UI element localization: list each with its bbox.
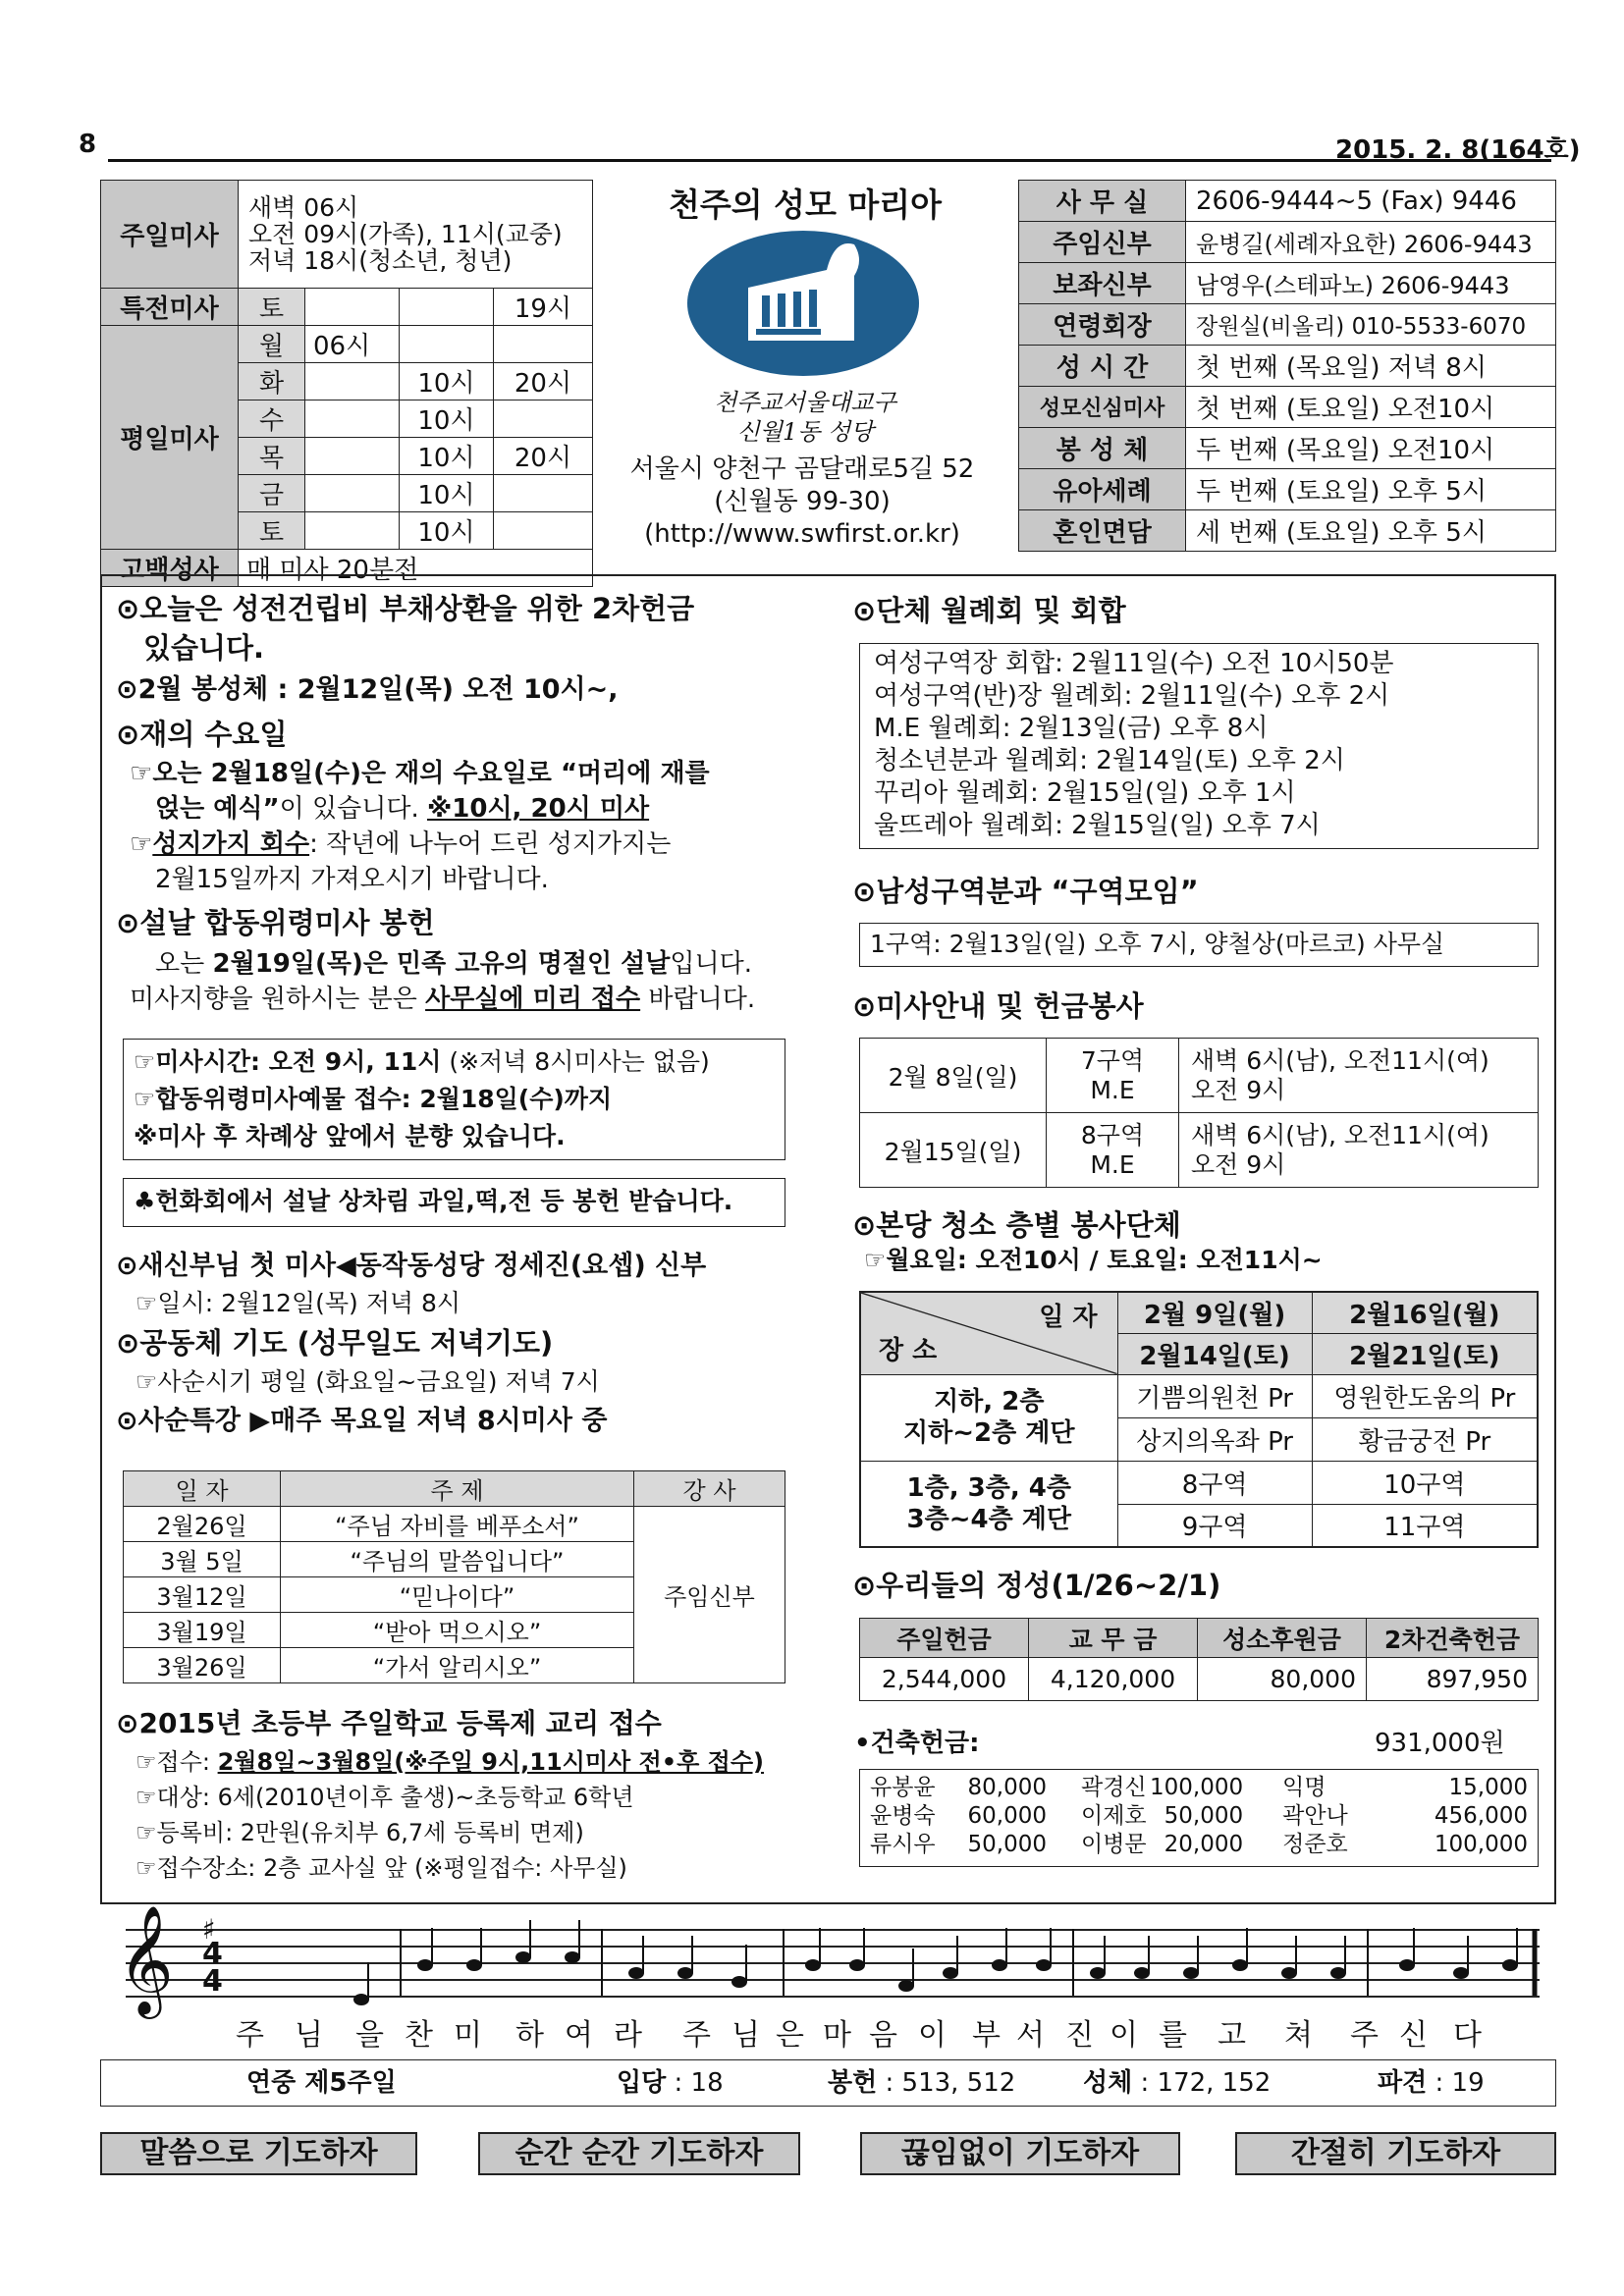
flower-notice: ♣헌화회에서 설날 상차림 과일,떡,전 등 봉헌 받습니다. [123, 1178, 785, 1227]
weekday-time: 10시 [400, 400, 494, 438]
guide-time: 새벽 6시(남), 오전11시(여) [1191, 1045, 1489, 1075]
pray-always-button: 끊임없이 기도하자 [860, 2132, 1180, 2175]
contact-label: 유아세례 [1019, 469, 1186, 510]
note-head [992, 1959, 1007, 1971]
guide-time: 오전 9시 [1191, 1075, 1286, 1104]
lny-box-line: (※저녁 8시미사는 없음) [441, 1047, 710, 1076]
lny-text: 바랍니다. [640, 985, 756, 1014]
anticipated-day: 토 [239, 289, 305, 326]
lyric-syllable: 여 [565, 2018, 595, 2053]
mass-guide-title: ⊙미사안내 및 헌금봉사 [852, 989, 1144, 1023]
lyric-syllable: 찬 [405, 2018, 435, 2053]
offering-value: 897,950 [1367, 1658, 1539, 1701]
weekday-time: 10시 [400, 363, 494, 400]
ash-text: 오는 2월18일(수)은 재의 수요일로 “머리에 재를 [152, 759, 710, 788]
note-head [1453, 1967, 1469, 1979]
school-line: 2월8일~3월8일(※주일 9시,11시미사 전•후 접수) [217, 1748, 764, 1776]
offering-head: 교 무 금 [1029, 1619, 1198, 1658]
parish-signature: 신월1동 성당 [736, 418, 874, 446]
treble-clef-icon: 𝄞 [118, 1904, 174, 2014]
weekday-time [494, 326, 593, 363]
anticipated-time: 19시 [494, 289, 593, 326]
sharp-icon: ♯ [202, 1913, 216, 1946]
weekday-time: 10시 [400, 475, 494, 512]
lny-info-box [123, 1039, 785, 1160]
lyric-syllable: 주 [1350, 2018, 1380, 2053]
page-number: 8 [79, 130, 97, 159]
lent-head: 강 사 [634, 1471, 785, 1507]
parish-logo [687, 231, 919, 376]
cleaning-date: 2월 9일(월) [1117, 1292, 1312, 1333]
anticipated-mass-label: 특전미사 [101, 289, 239, 326]
group-meeting: 여성구역(반)장 월례회: 2월11일(수) 오후 2시 [874, 681, 1390, 711]
contact-value: 첫 번째 (목요일) 저녁 8시 [1186, 346, 1556, 387]
guide-group: 8구역 [1080, 1120, 1145, 1149]
weekday-time [305, 400, 400, 438]
ash-mass-times: ※10시, 20시 미사 [426, 794, 650, 824]
entrance-hymn: : 18 [674, 2068, 724, 2098]
contacts-table [1018, 180, 1556, 552]
lyric-syllable: 주 [682, 2018, 713, 2053]
offering-value: 4,120,000 [1029, 1658, 1198, 1701]
note-head [1330, 1967, 1346, 1979]
community-prayer-sub: ☞사순시기 평일 (화요일~금요일) 저녁 7시 [135, 1367, 600, 1396]
donor-box [859, 1769, 1539, 1867]
cleaning-date: 2월21일(토) [1312, 1333, 1538, 1374]
lent-topic: “믿나이다” [281, 1577, 634, 1613]
note-head [1090, 1967, 1106, 1979]
cleaning-title: ⊙본당 청소 층별 봉사단체 [852, 1208, 1181, 1242]
cleaning-location: 지하~2층 계단 [902, 1418, 1075, 1448]
contact-label: 성모신심미사 [1019, 387, 1186, 428]
lent-head: 주 제 [281, 1471, 634, 1507]
offering-value: 2,544,000 [860, 1658, 1029, 1701]
offering-head: 주일헌금 [860, 1619, 1029, 1658]
corner-date-label: 일 자 [1039, 1303, 1098, 1332]
contact-label: 연령회장 [1019, 304, 1186, 346]
palm-return-label: 성지가지 회수 [152, 829, 310, 859]
dismissal-hymn: : 19 [1435, 2068, 1485, 2098]
lyric-syllable: 미 [454, 2018, 484, 2053]
donor-amount: 50,000 [1164, 1803, 1244, 1829]
cleaning-group: 영원한도움의 Pr [1312, 1374, 1538, 1417]
lyric-syllable: 쳐 [1284, 2018, 1315, 2053]
notice-communion: ⊙2월 봉성체 : 2월12일(목) 오전 10시~, [116, 674, 619, 705]
lent-lecture-title: ⊙사순특강 ▶매주 목요일 저녁 8시미사 중 [116, 1406, 608, 1436]
note-head [466, 1959, 482, 1971]
palm-return-text: 2월15일까지 가져오시기 바랍니다. [155, 865, 549, 894]
contact-value: 남영우(스테파노) 2606-9443 [1186, 263, 1556, 304]
palm-return-text: : 작년에 나누어 드린 성지가지는 [309, 829, 672, 859]
confession-label: 고백성사 [101, 550, 239, 587]
lent-lecture-table [123, 1470, 785, 1683]
note-head [677, 1967, 693, 1979]
contact-label: 보좌신부 [1019, 263, 1186, 304]
cleaning-sub: ☞월요일: 오전10시 / 토요일: 오전11시~ [864, 1246, 1323, 1274]
lent-speaker: 주임신부 [634, 1507, 785, 1683]
lent-topic: “주님 자비를 베푸소서” [281, 1507, 634, 1542]
group-meeting: M.E 월례회: 2월13일(금) 오후 8시 [874, 714, 1269, 743]
donor-name: 정준호 [1282, 1832, 1348, 1857]
note-head [417, 1959, 433, 1971]
lyric-syllable: 음 [869, 2018, 899, 2053]
note-head [849, 1959, 865, 1971]
new-priest-sub: ☞일시: 2월12일(목) 저녁 8시 [135, 1289, 461, 1317]
note-head [515, 1951, 531, 1963]
donor-amount: 60,000 [967, 1803, 1047, 1829]
weekday-time [305, 512, 400, 550]
group-meeting: 청소년분과 월례회: 2월14일(토) 오후 2시 [874, 746, 1345, 775]
donor-amount: 80,000 [967, 1775, 1047, 1800]
school-line: ☞대상: 6세(2010년이후 출생)~초등학교 6학년 [135, 1784, 634, 1811]
lent-topic: “받아 먹으시오” [281, 1613, 634, 1648]
lny-box-line: ※미사 후 차례상 앞에서 분향 있습니다. [134, 1122, 566, 1150]
new-priest-title: ⊙새신부님 첫 미사◀동작동성당 정세진(요셉) 신부 [116, 1251, 707, 1281]
lent-head: 일 자 [124, 1471, 281, 1507]
guide-time: 새벽 6시(남), 오전11시(여) [1191, 1120, 1489, 1149]
contact-value: 장원실(비올리) 010-5533-6070 [1186, 304, 1556, 346]
issue-date: 2015. 2. 8(164호) [1335, 135, 1581, 165]
lyric-syllable: 신 [1399, 2018, 1430, 2053]
weekday-day: 금 [239, 475, 305, 512]
lny-box-line: ☞합동위령미사예물 접수: 2월18일(수)까지 [134, 1085, 613, 1113]
pray-earnestly-button: 간절히 기도하자 [1235, 2132, 1556, 2175]
groups-title: ⊙단체 월례회 및 회합 [852, 594, 1126, 627]
hymn-lyrics [236, 2010, 1532, 2053]
donor-amount: 100,000 [1434, 1832, 1528, 1857]
guide-group: 7구역 [1080, 1045, 1145, 1075]
notice-2nd-collection: ⊙오늘은 성전건립비 부채상환을 위한 2차헌금 [116, 592, 695, 625]
note-head [805, 1959, 821, 1971]
note-head [1134, 1967, 1150, 1979]
lent-date: 2월26일 [124, 1507, 281, 1542]
cleaning-table [859, 1291, 1539, 1548]
weekday-mass-label: 평일미사 [101, 326, 239, 550]
lent-date: 3월19일 [124, 1613, 281, 1648]
guide-group: M.E [1090, 1149, 1135, 1179]
parish-dong: (신월동 99-30) [714, 487, 891, 516]
donor-name: 곽안나 [1282, 1803, 1348, 1829]
cleaning-group: 11구역 [1312, 1504, 1538, 1547]
cleaning-group: 기쁨의원천 Pr [1117, 1374, 1312, 1417]
lyric-syllable: 을 [355, 2018, 386, 2053]
lyric-syllable: 진 [1065, 2018, 1096, 2053]
lent-topic: “가서 알리시오” [281, 1648, 634, 1683]
guide-date: 2월 8일(일) [860, 1039, 1047, 1113]
entrance-label: 입당 [617, 2068, 667, 2098]
donor-amount: 456,000 [1434, 1803, 1528, 1829]
communion-label: 성체 [1083, 2068, 1133, 2098]
guide-time: 오전 9시 [1191, 1149, 1286, 1179]
lyric-syllable: 하 [515, 2018, 546, 2053]
contact-value: 윤병길(세례자요한) 2606-9443 [1186, 222, 1556, 263]
lyric-syllable: 은 [776, 2018, 806, 2053]
weekday-time: 20시 [494, 438, 593, 475]
contact-label: 성 시 간 [1019, 346, 1186, 387]
groups-box [859, 643, 1539, 849]
cleaning-location: 3층~4층 계단 [906, 1504, 1071, 1534]
communion-hymn: : 172, 152 [1140, 2068, 1272, 2098]
offertory-label: 봉헌 [828, 2068, 878, 2098]
ash-wednesday-title: ⊙재의 수요일 [116, 718, 288, 751]
donor-amount: 15,000 [1448, 1775, 1528, 1800]
note-head [565, 1951, 580, 1963]
mass-schedule-table [100, 180, 593, 587]
lyric-syllable: 이 [1110, 2018, 1140, 2053]
parish-title: 천주의 성모 마리아 [668, 186, 942, 224]
lyric-syllable: 부 [972, 2018, 1002, 2053]
building-fund-total: 931,000원 [1375, 1729, 1505, 1758]
weekday-day: 토 [239, 512, 305, 550]
contact-label: 봉 성 체 [1019, 428, 1186, 469]
community-prayer-title: ⊙공동체 기도 (성무일도 저녁기도) [116, 1326, 554, 1360]
ash-text: 이 있습니다. [279, 794, 427, 824]
weekday-day: 월 [239, 326, 305, 363]
weekday-time [494, 400, 593, 438]
guide-date: 2월15일(일) [860, 1113, 1047, 1188]
donor-amount: 100,000 [1150, 1775, 1244, 1800]
sunday-line: 새벽 06시 [248, 193, 359, 222]
cleaning-group: 황금궁전 Pr [1312, 1417, 1538, 1461]
donor-name: 유봉윤 [870, 1775, 936, 1800]
lyric-syllable: 라 [614, 2018, 644, 2053]
time-signature: 4 4 [202, 1937, 223, 1999]
weekday-time [305, 475, 400, 512]
men-group-value: 1구역: 2월13일(일) 오후 7시, 양철상(마르코) 사무실 [859, 923, 1539, 967]
weekday-day: 화 [239, 363, 305, 400]
school-title: ⊙2015년 초등부 주일학교 등록제 교리 접수 [116, 1707, 662, 1739]
sunday-name: 연중 제5주일 [246, 2068, 397, 2098]
pray-word-button: 말씀으로 기도하자 [100, 2132, 417, 2175]
parish-url[interactable]: (http://www.swfirst.or.kr) [644, 519, 960, 549]
offering-head: 성소후원금 [1198, 1619, 1367, 1658]
donor-name: 곽경신 [1081, 1775, 1147, 1800]
weekday-time [494, 512, 593, 550]
confession-value: 매 미사 20분전 [239, 550, 593, 587]
lyric-syllable: 서 [1016, 2018, 1047, 2053]
music-notes [234, 1909, 1540, 2017]
header-rule [108, 159, 1551, 162]
group-meeting: 꾸리아 월례회: 2월15일(일) 오후 1시 [874, 778, 1296, 808]
note-head [1502, 1959, 1518, 1971]
weekday-time: 10시 [400, 438, 494, 475]
lent-date: 3월12일 [124, 1577, 281, 1613]
note-head [353, 1994, 369, 2005]
men-group-title: ⊙남성구역분과 “구역모임” [852, 875, 1199, 908]
parish-signature: 천주교서울대교구 [714, 389, 896, 416]
note-head [1183, 1967, 1199, 1979]
weekday-time [305, 363, 400, 400]
weekday-day: 목 [239, 438, 305, 475]
cleaning-group: 상지의옥좌 Pr [1117, 1417, 1312, 1461]
weekday-time: 20시 [494, 363, 593, 400]
lny-text: 2월19일(목)은 민족 고유의 명절인 설날 [212, 949, 671, 979]
contact-label: 주임신부 [1019, 222, 1186, 263]
weekday-time [305, 438, 400, 475]
weekday-time: 06시 [305, 326, 400, 363]
lyric-syllable: 님 [731, 2018, 762, 2053]
ash-text: 얹는 예식” [155, 794, 280, 824]
note-head [1399, 1959, 1415, 1971]
offering-title: ⊙우리들의 정성(1/26~2/1) [852, 1569, 1221, 1602]
donor-name: 윤병숙 [870, 1803, 936, 1829]
school-line: ☞접수장소: 2층 교사실 앞 (※평일접수: 사무실) [135, 1854, 627, 1882]
lyric-syllable: 주 [236, 2018, 266, 2053]
offertory-hymn: : 513, 512 [885, 2068, 1016, 2098]
lyric-syllable: 를 [1159, 2018, 1189, 2053]
contact-value: 두 번째 (토요일) 오후 5시 [1186, 469, 1556, 510]
sunday-line: 오전 09시(가족), 11시(교중) [248, 220, 563, 248]
donor-amount: 50,000 [967, 1832, 1047, 1857]
lny-text: 사무실에 미리 접수 [425, 985, 641, 1014]
parish-address: 서울시 양천구 곰달래로5길 52 [629, 454, 975, 484]
offering-head: 2차건축헌금 [1367, 1619, 1539, 1658]
lyric-syllable: 고 [1218, 2018, 1248, 2053]
note-head [898, 1980, 914, 1992]
donor-amount: 20,000 [1164, 1832, 1244, 1857]
lunar-new-year-title: ⊙설날 합동위령미사 봉헌 [116, 906, 435, 939]
music-staff [118, 1904, 1540, 2017]
school-line: ☞접수: [135, 1748, 218, 1776]
cleaning-location: 지하, 2층 [934, 1387, 1045, 1416]
note-head [1036, 1959, 1052, 1971]
lny-box-line: ☞미사시간: 오전 9시, 11시 [134, 1047, 442, 1076]
contact-label: 혼인면담 [1019, 510, 1186, 552]
donor-name: 류시우 [870, 1832, 936, 1857]
contact-value: 2606-9444~5 (Fax) 9446 [1186, 181, 1556, 222]
group-meeting: 여성구역장 회합: 2월11일(수) 오전 10시50분 [874, 649, 1394, 678]
donor-name: 익명 [1282, 1775, 1326, 1800]
pray-moment-button: 순간 순간 기도하자 [478, 2132, 800, 2175]
corner-location-label: 장 소 [879, 1335, 938, 1365]
hymn-number-bar [100, 2059, 1556, 2107]
note-head [943, 1967, 958, 1979]
cleaning-group: 10구역 [1312, 1461, 1538, 1504]
note-head [628, 1967, 644, 1979]
weekday-time [400, 326, 494, 363]
note-head [1232, 1959, 1248, 1971]
cleaning-date: 2월14일(토) [1117, 1333, 1312, 1374]
weekday-time [494, 475, 593, 512]
note-head [731, 1976, 747, 1988]
lyric-syllable: 님 [295, 2018, 325, 2053]
note-head [1281, 1967, 1297, 1979]
lent-date: 3월 5일 [124, 1542, 281, 1577]
weekday-time: 10시 [400, 512, 494, 550]
cleaning-date: 2월16일(월) [1312, 1292, 1538, 1333]
cleaning-location: 1층, 3층, 4층 [906, 1472, 1071, 1503]
guide-group: M.E [1090, 1075, 1135, 1104]
donor-name: 이제호 [1081, 1803, 1147, 1829]
sunday-mass-label: 주일미사 [101, 181, 239, 289]
contact-value: 세 번째 (토요일) 오후 5시 [1186, 510, 1556, 552]
lyric-syllable: 다 [1453, 2018, 1484, 2053]
cleaning-group: 8구역 [1117, 1461, 1312, 1504]
lny-text: 오는 [155, 949, 213, 979]
group-meeting: 울뜨레아 월례회: 2월15일(일) 오후 7시 [874, 811, 1321, 840]
lny-text: 미사지향을 원하시는 분은 [130, 985, 426, 1014]
offering-table [859, 1618, 1539, 1701]
building-fund-label: •건축헌금: [854, 1729, 980, 1758]
cleaning-group: 9구역 [1117, 1504, 1312, 1547]
lyric-syllable: 이 [918, 2018, 948, 2053]
sunday-line: 저녁 18시(청소년, 청년) [248, 246, 513, 275]
notice-2nd-collection-cont: 있습니다. [143, 631, 265, 665]
lent-date: 3월26일 [124, 1648, 281, 1683]
lent-topic: “주님의 말씀입니다” [281, 1542, 634, 1577]
contact-value: 첫 번째 (토요일) 오전10시 [1186, 387, 1556, 428]
mass-guide-table [859, 1038, 1539, 1188]
lyric-syllable: 마 [823, 2018, 853, 2053]
offering-value: 80,000 [1198, 1658, 1367, 1701]
school-line: ☞등록비: 2만원(유치부 6,7세 등록비 면제) [135, 1819, 584, 1846]
lny-text: 입니다. [670, 949, 752, 979]
donor-name: 이병문 [1081, 1832, 1147, 1857]
dismissal-label: 파견 [1378, 2068, 1428, 2098]
contact-label: 사 무 실 [1019, 181, 1186, 222]
weekday-day: 수 [239, 400, 305, 438]
contact-value: 두 번째 (목요일) 오전10시 [1186, 428, 1556, 469]
